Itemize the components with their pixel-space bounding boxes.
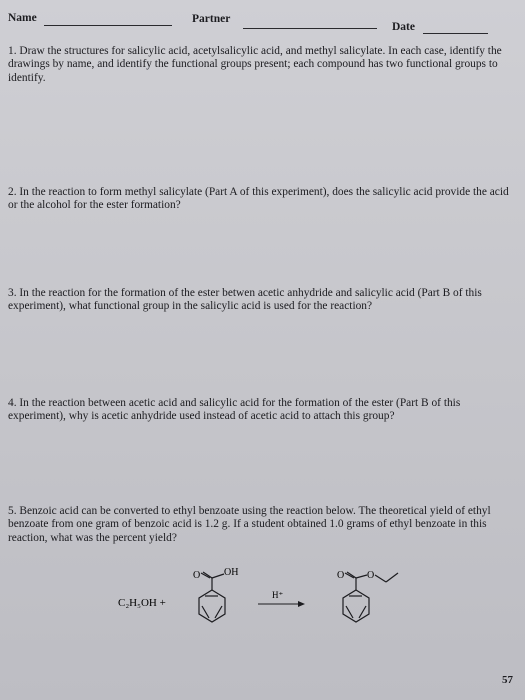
question-5: 5. Benzoic acid can be converted to ethyl benzoate using the reaction below. The theoretical yield of ethyl benzoate from one gram of benzoic acid is 1.2 g. If a student obtained 1.0 grams of ethyl benzoate in this reaction, what was the percent yield? [8,505,491,544]
ester-carbonyl-o-label: O [337,570,345,581]
ethanol-reagent: C₂H₅OH + [118,597,166,609]
question-4: 4. In the reaction between acetic acid and salicylic acid for the formation of the ester (Part B of this experiment), why is acetic anhydride used instead of acetic acid to attach this group? [8,397,461,423]
hydroxyl-label: OH [224,567,239,578]
benzoic-acid-structure [199,572,225,622]
date-label: Date [392,21,415,33]
name-label: Name [8,12,37,24]
page-number: 57 [502,674,513,686]
question-1: 1. Draw the structures for salicylic acid, acetylsalicylic acid, and methyl salicylate. In each case, identify the drawings by name, and identify the functional groups present; each compound has two functional groups to identify. [8,45,502,84]
question-3: 3. In the reaction for the formation of the ester betwen acetic anhydride and salicylic acid (Part B of this experiment), what functional group in the salicylic acid is used for the reaction? [8,287,482,313]
arrow-head-icon [298,601,305,607]
ester-o-label: O [367,570,375,581]
question-2: 2. In the reaction to form methyl salicylate (Part A of this experiment), does the salicylic acid provide the acid or the alcohol for the ester formation? [8,186,509,212]
carbonyl-o-label: O [193,570,201,581]
acid-catalyst: H⁺ [272,590,284,600]
partner-label: Partner [192,13,231,25]
